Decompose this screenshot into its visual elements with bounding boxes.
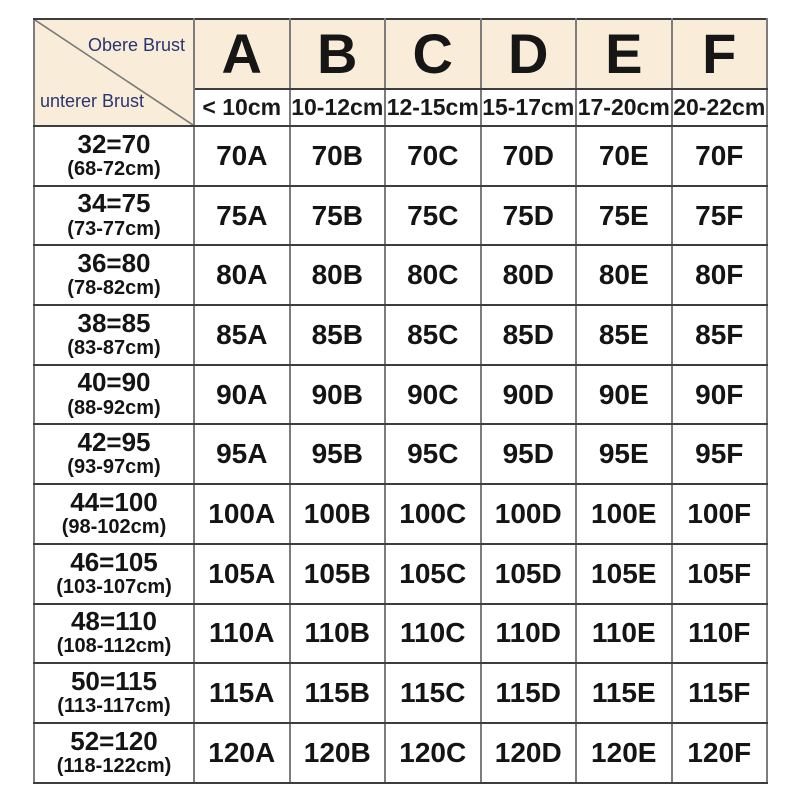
size-cell: 95B [290,424,386,484]
cup-header-a: A [194,19,290,89]
band-range: (118-122cm) [56,754,172,777]
band-size: 46=105 [70,546,158,577]
size-cell: 90E [576,365,672,425]
size-cell: 75B [290,186,386,246]
size-cell: 70D [481,126,577,186]
table-row [34,484,767,544]
cup-range-c: 12-15cm [385,89,481,126]
size-cell: 115B [290,663,386,723]
size-cell: 80A [194,245,290,305]
band-range: (93-97cm) [67,456,161,479]
band-size: 44=100 [70,486,158,517]
size-cell: 75D [481,186,577,246]
size-cell: 95E [576,424,672,484]
table-row [34,424,767,484]
size-cell: 90A [194,365,290,425]
size-cell: 75A [194,186,290,246]
size-cell: 120A [194,723,290,783]
size-cell: 120E [576,723,672,783]
band-range: (88-92cm) [67,396,161,419]
band-range: (68-72cm) [67,157,161,180]
size-cell: 100D [481,484,577,544]
size-cell: 95F [672,424,768,484]
upper-bust-label: Obere Brust [87,35,185,55]
size-cell: 85E [576,305,672,365]
table-row [34,305,767,365]
cup-header-b: B [290,19,386,89]
size-cell: 95A [194,424,290,484]
band-label [34,186,194,246]
table-row [34,663,767,723]
lower-bust-label: unterer Brust [40,91,145,111]
band-label [34,544,194,604]
size-cell: 90B [290,365,386,425]
cup-range-f: 20-22cm [672,89,768,126]
size-cell: 115C [385,663,481,723]
size-cell: 110C [385,604,481,664]
size-cell: 115E [576,663,672,723]
size-cell: 100B [290,484,386,544]
size-cell: 85C [385,305,481,365]
table-row [34,723,767,783]
cup-range-a: < 10cm [194,89,290,126]
size-cell: 85D [481,305,577,365]
band-range: (103-107cm) [56,575,172,598]
size-cell: 90F [672,365,768,425]
size-cell: 110F [672,604,768,664]
band-label [34,365,194,425]
table-row [34,186,767,246]
cup-header-c: C [385,19,481,89]
size-cell: 90D [481,365,577,425]
size-cell: 85B [290,305,386,365]
band-label [34,305,194,365]
band-label [34,245,194,305]
size-cell: 70F [672,126,768,186]
band-label [34,424,194,484]
band-label [34,723,194,783]
band-size: 42=95 [77,427,151,458]
cup-header-d: D [481,19,577,89]
size-cell: 115A [194,663,290,723]
band-size: 38=85 [77,307,151,338]
band-range: (108-112cm) [56,635,172,658]
size-cell: 85A [194,305,290,365]
size-cell: 70A [194,126,290,186]
size-cell: 105A [194,544,290,604]
size-cell: 90C [385,365,481,425]
band-size: 48=110 [70,606,158,637]
size-cell: 80C [385,245,481,305]
size-cell: 70C [385,126,481,186]
table-row [34,126,767,186]
band-label [34,484,194,544]
band-range: (73-77cm) [67,217,161,240]
size-cell: 115F [672,663,768,723]
size-cell: 75C [385,186,481,246]
size-cell: 100A [194,484,290,544]
size-cell: 75F [672,186,768,246]
size-cell: 115D [481,663,577,723]
size-cell: 120C [385,723,481,783]
size-cell: 95D [481,424,577,484]
band-size: 34=75 [77,188,151,219]
band-size: 32=70 [77,128,151,159]
band-size: 40=90 [77,367,151,398]
size-cell: 105D [481,544,577,604]
size-cell: 95C [385,424,481,484]
size-cell: 110D [481,604,577,664]
cup-header-f: F [672,19,768,89]
size-cell: 80F [672,245,768,305]
band-label [34,663,194,723]
band-label [34,604,194,664]
size-cell: 120B [290,723,386,783]
size-cell: 110E [576,604,672,664]
size-cell: 105C [385,544,481,604]
cup-range-b: 10-12cm [290,89,386,126]
size-cell: 100C [385,484,481,544]
size-cell: 75E [576,186,672,246]
size-cell: 105E [576,544,672,604]
cup-header-e: E [576,19,672,89]
band-size: 36=80 [77,248,151,279]
size-cell: 80B [290,245,386,305]
size-cell: 110B [290,604,386,664]
cup-range-e: 17-20cm [576,89,672,126]
band-label [34,126,194,186]
table-row [34,365,767,425]
size-cell: 70B [290,126,386,186]
size-cell: 110A [194,604,290,664]
size-cell: 85F [672,305,768,365]
corner-header-cell [34,19,194,126]
size-cell: 80D [481,245,577,305]
band-range: (113-117cm) [57,695,171,718]
band-range: (83-87cm) [67,337,161,360]
size-cell: 100E [576,484,672,544]
size-table [33,18,768,784]
cup-letter-row [34,19,767,89]
size-cell: 100F [672,484,768,544]
size-cell: 105B [290,544,386,604]
band-size: 50=115 [70,665,158,696]
size-cell: 120F [672,723,768,783]
table-row [34,245,767,305]
table-row [34,604,767,664]
size-cell: 70E [576,126,672,186]
band-range: (78-82cm) [67,277,161,300]
band-size: 52=120 [70,725,158,756]
cup-range-d: 15-17cm [481,89,577,126]
band-range: (98-102cm) [61,516,167,539]
size-cell: 120D [481,723,577,783]
size-cell: 80E [576,245,672,305]
table-row [34,544,767,604]
size-cell: 105F [672,544,768,604]
